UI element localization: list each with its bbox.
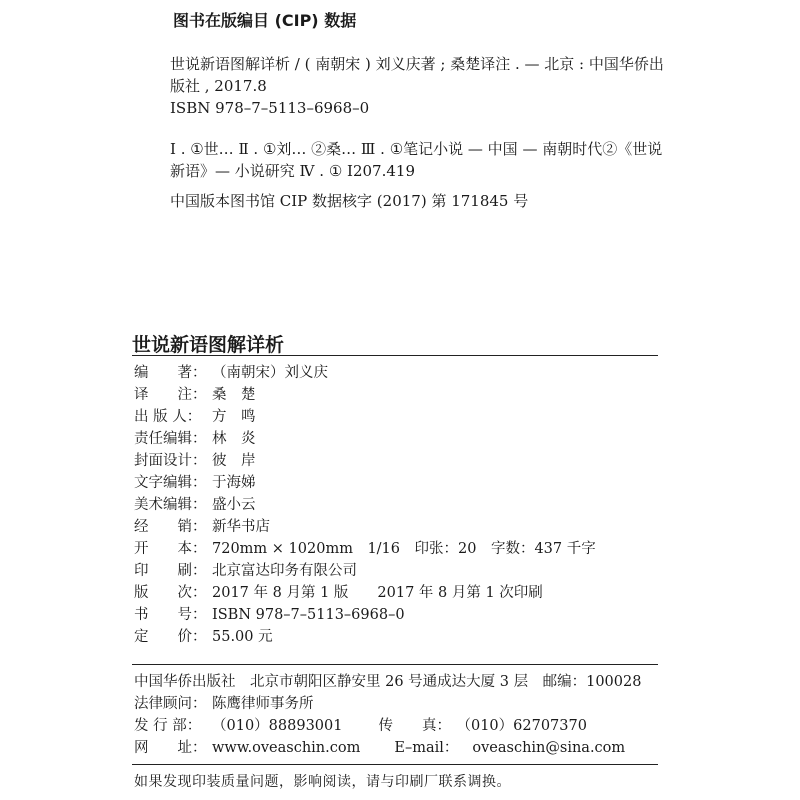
website-label: 网 址： xyxy=(134,740,207,756)
credit-value: 新华书店 xyxy=(212,519,270,535)
credit-label: 译 注： xyxy=(134,387,207,403)
credit-row xyxy=(134,582,596,604)
credit-label: 文字编辑： xyxy=(134,475,207,491)
website-link[interactable]: www.oveaschin.com xyxy=(212,740,361,756)
credit-label: 印 刷： xyxy=(134,563,207,579)
footer-divider xyxy=(132,764,658,765)
credit-label: 经 销： xyxy=(134,519,207,535)
credit-label: 定 价： xyxy=(134,629,207,645)
credit-label: 出 版 人： xyxy=(134,409,202,425)
cip-record-line-2: 版社 , 2017.8 xyxy=(170,77,267,95)
credit-row xyxy=(134,362,596,384)
credit-label: 责任编辑： xyxy=(134,431,207,447)
cip-heading: 图书在版编目 (CIP) 数据 xyxy=(173,11,357,30)
cip-classification-line-1: Ⅰ . ①世… Ⅱ . ①刘… ②桑… Ⅲ . ①笔记小说 — 中国 — 南朝时代②《世说 xyxy=(170,140,663,158)
credit-row xyxy=(134,516,596,538)
credit-value: 720mm × 1020mm 1/16 印张：20 字数：437 千字 xyxy=(212,541,596,557)
cip-core-number: 中国版本图书馆 CIP 数据核字 (2017) 第 171845 号 xyxy=(170,192,529,210)
credit-value: 55.00 元 xyxy=(212,629,273,645)
credit-label: 编 著： xyxy=(134,365,207,381)
email-link[interactable]: oveaschin@sina.com xyxy=(472,740,626,756)
credit-label: 美术编辑： xyxy=(134,497,207,513)
credit-value: （南朝宋）刘义庆 xyxy=(212,365,328,381)
credit-label: 版 次： xyxy=(134,585,207,601)
credit-row xyxy=(134,472,596,494)
credit-label: 开 本： xyxy=(134,541,207,557)
credit-row xyxy=(134,494,596,516)
fax-number: （010）62707370 xyxy=(456,718,587,734)
cip-record-line-1: 世说新语图解详析 / ( 南朝宋 ) 刘义庆著 ; 桑楚译注 . — 北京 : 中国华侨出 xyxy=(170,55,664,73)
credit-row xyxy=(134,406,596,428)
credit-row xyxy=(134,384,596,406)
credit-value: 于海娣 xyxy=(212,475,256,491)
cip-isbn: ISBN 978–7–5113–6968–0 xyxy=(170,99,370,117)
credit-row xyxy=(134,560,596,582)
cip-classification-line-2: 新语》— 小说研究 Ⅳ . ① I207.419 xyxy=(170,162,415,180)
credit-label: 封面设计： xyxy=(134,453,207,469)
credit-row xyxy=(134,428,596,450)
credit-value: 桑 楚 xyxy=(212,387,256,403)
legal-counsel-row xyxy=(134,693,641,715)
legal-counsel-label: 法律顾问： xyxy=(134,696,207,712)
credit-row xyxy=(134,538,596,560)
print-quality-notice: 如果发现印装质量问题，影响阅读，请与印刷厂联系调换。 xyxy=(134,774,511,790)
sales-dept-phone: （010）88893001 xyxy=(212,718,343,734)
publisher-info xyxy=(134,671,641,759)
fax-label: 传 真： xyxy=(378,718,451,734)
credit-value: 盛小云 xyxy=(212,497,256,513)
credit-value: ISBN 978–7–5113–6968–0 xyxy=(212,607,405,623)
credit-value: 北京富达印务有限公司 xyxy=(212,563,357,579)
credits-list xyxy=(134,362,596,648)
legal-counsel-value: 陈鹰律师事务所 xyxy=(212,696,314,712)
sales-fax-row xyxy=(134,715,641,737)
credit-row xyxy=(134,604,596,626)
credit-value: 彼 岸 xyxy=(212,453,256,469)
sales-dept-label: 发 行 部： xyxy=(134,718,202,734)
credit-value: 林 炎 xyxy=(212,431,256,447)
publisher-name-address: 中国华侨出版社 北京市朝阳区静安里 26 号通成达大厦 3 层 邮编：100028 xyxy=(134,674,642,690)
credit-row xyxy=(134,626,596,648)
credit-row xyxy=(134,450,596,472)
web-email-row xyxy=(134,737,641,759)
book-title: 世说新语图解详析 xyxy=(132,334,285,356)
publisher-divider xyxy=(132,664,658,665)
email-label: E–mail： xyxy=(394,740,459,756)
credit-value: 方 鸣 xyxy=(212,409,256,425)
credit-value: 2017 年 8 月第 1 版 2017 年 8 月第 1 次印刷 xyxy=(212,585,543,601)
title-divider xyxy=(132,355,658,356)
credit-label: 书 号： xyxy=(134,607,207,623)
